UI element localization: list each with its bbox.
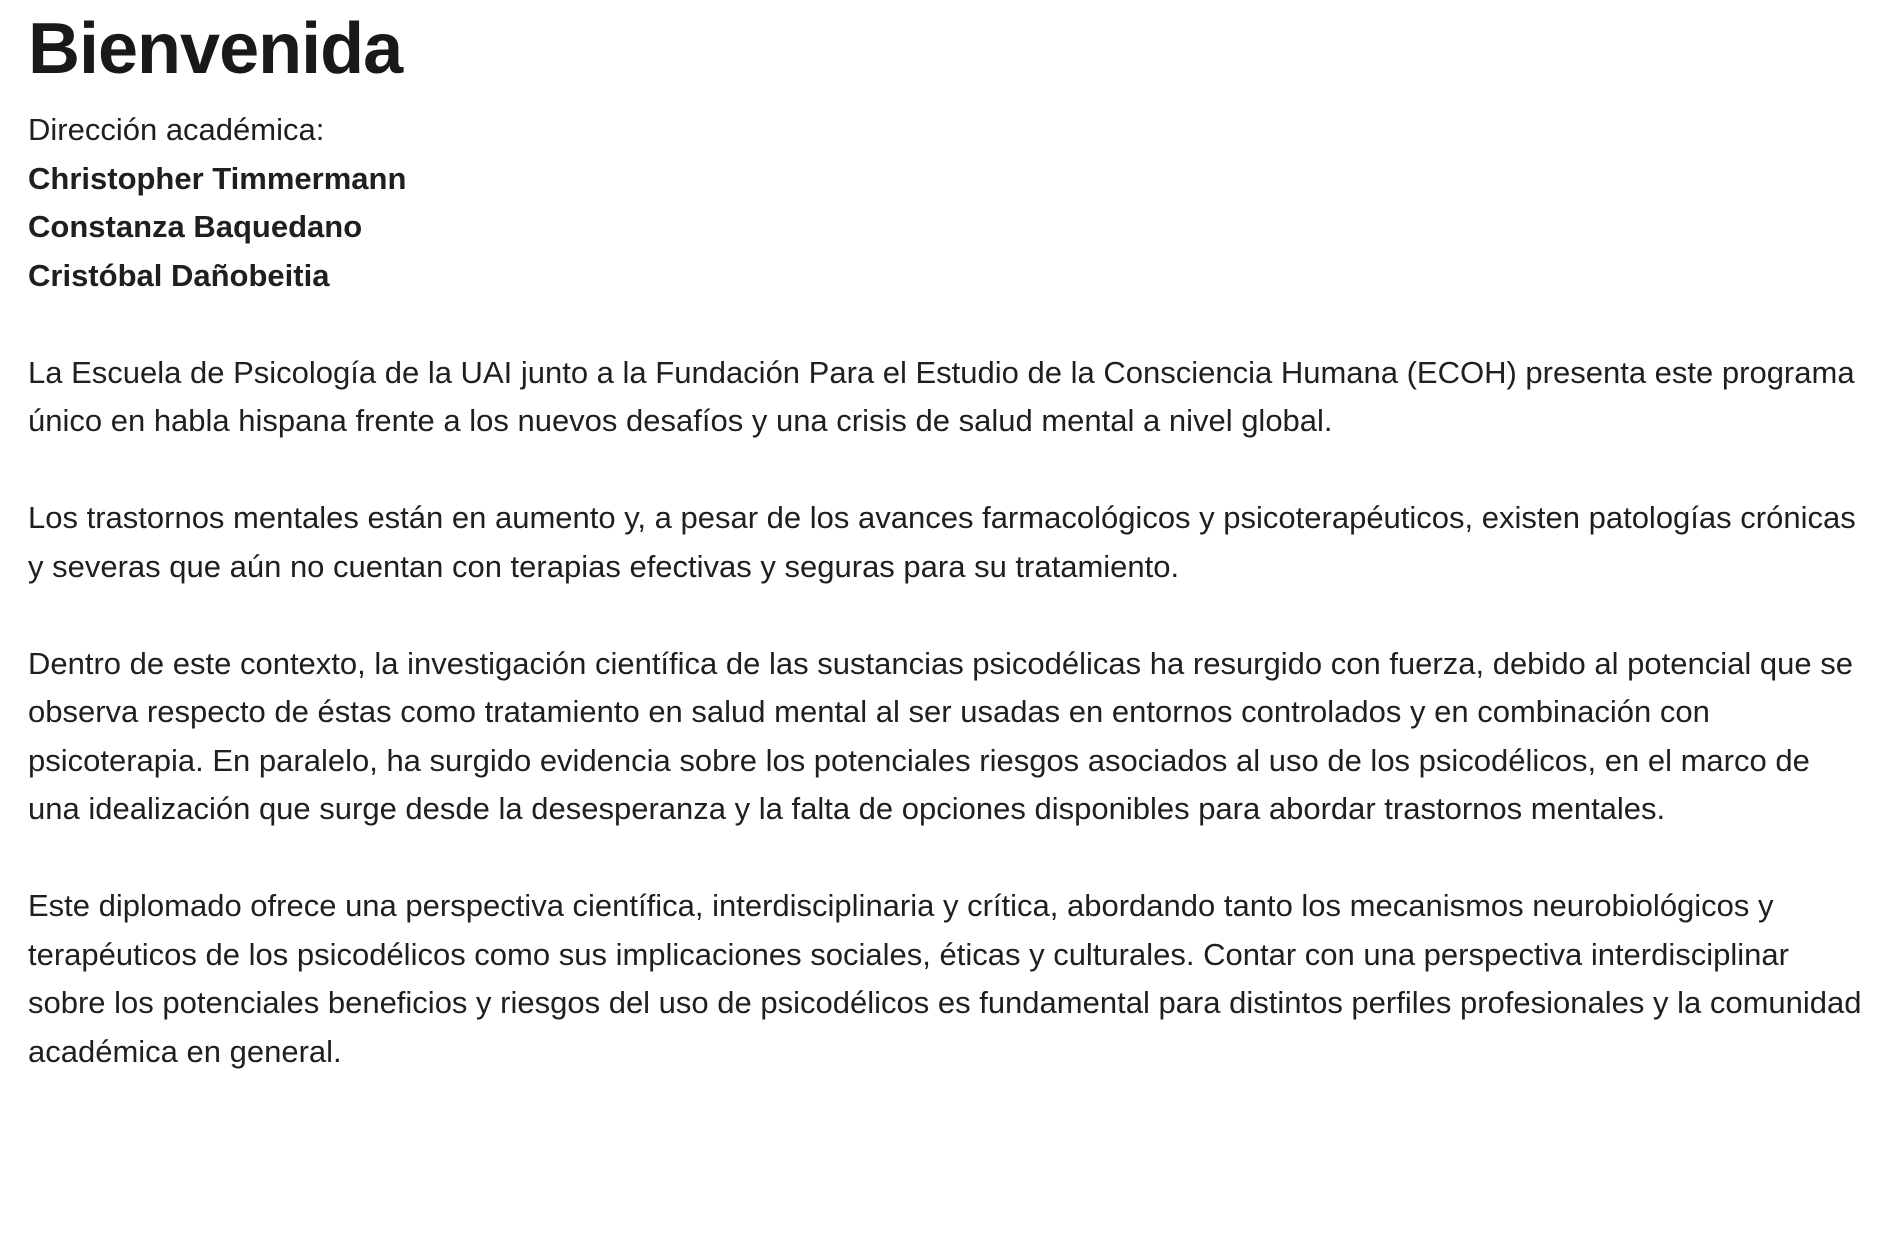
context-paragraph: Los trastornos mentales están en aumento y, a pesar de los avances farmacológicos y psicoterapéuticos, existen patologías crónicas y severas que aún no cuentan con terapias efectivas y seguras para su tratamiento. bbox=[28, 500, 1856, 584]
intro-paragraph: La Escuela de Psicología de la UAI junto a la Fundación Para el Estudio de la Consciencia Humana (ECOH) presenta este programa único en habla hispana frente a los nuevos desafíos y una crisis de salud mental a nivel global. bbox=[28, 354, 1855, 438]
research-paragraph: Dentro de este contexto, la investigación científica de las sustancias psicodélicas ha resurgido con fuerza, debido al potencial que se observa respecto de éstas como tratamiento en salud mental al ser usadas en entornos controlados y en combinación con psicoterapia. En paralelo, ha surgido evidencia sobre los potenciales riesgos asociados al uso de los psicodélicos, en el marco de una idealización que surge desde la desesperanza y la falta de opciones disponibles para abordar trastornos mentales. bbox=[28, 645, 1853, 826]
academic-direction-label: Dirección académica: bbox=[28, 112, 325, 147]
academic-direction bbox=[28, 106, 1870, 300]
director-name: Constanza Baquedano bbox=[28, 209, 363, 244]
director-name: Cristóbal Dañobeitia bbox=[28, 257, 330, 293]
program-paragraph: Este diplomado ofrece una perspectiva científica, interdisciplinaria y crítica, abordando tanto los mecanismos neurobiológicos y terapéuticos de los psicodélicos como sus implicaciones sociales, éticas y culturales. Contar con una perspectiva interdisciplinar sobre los potenciales beneficios y riesgos del uso de psicodélicos es fundamental para distintos perfiles profesionales y la comunidad académica en general. bbox=[28, 888, 1862, 1069]
director-name: Christopher Timmermann bbox=[28, 160, 407, 196]
page-title: Bienvenida bbox=[28, 9, 403, 89]
